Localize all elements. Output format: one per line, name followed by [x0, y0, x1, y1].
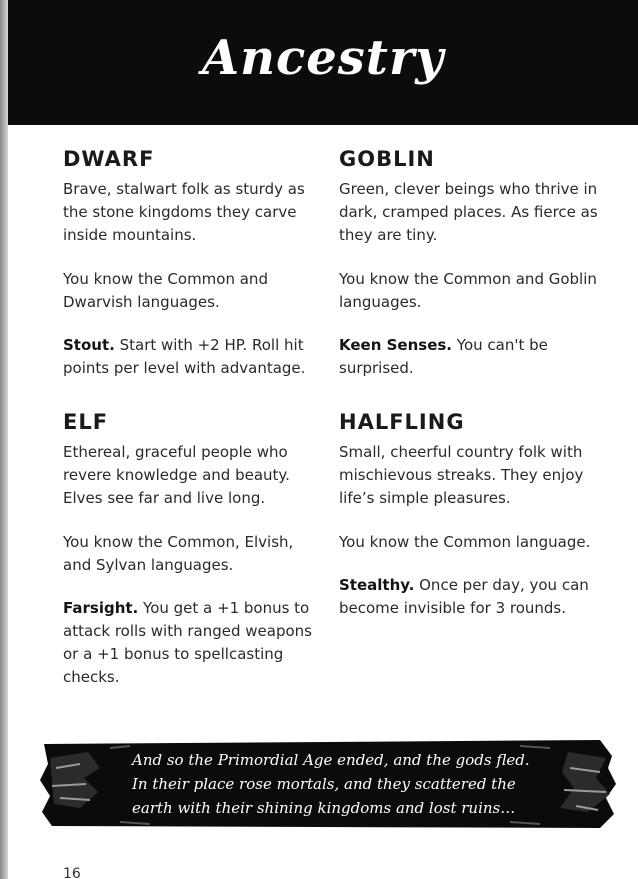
page-title: Ancestry: [201, 30, 445, 86]
banner-line: And so the Primordial Age ended, and the gods fled.: [132, 751, 530, 769]
trait-name: Farsight.: [63, 599, 139, 617]
ancestry-trait: [339, 334, 599, 380]
ancestry-languages: You know the Common language.: [339, 533, 591, 551]
ancestry-elf: [63, 410, 323, 689]
trait-text: Once per day, you can become invisible for 3 rounds.: [339, 576, 589, 617]
ancestry-languages: You know the Common and Dwarvish languages.: [63, 270, 268, 311]
ancestry-description: Green, clever beings who thrive in dark, cramped places. As fierce as they are tiny.: [339, 180, 598, 244]
trait-name: Stout.: [63, 336, 115, 354]
ancestry-trait: [339, 574, 599, 620]
trait-name: Keen Senses.: [339, 336, 452, 354]
ancestry-goblin: [339, 147, 599, 380]
ancestry-description: Small, cheerful country folk with mischievous streaks. They enjoy life’s simple pleasures.: [339, 443, 584, 507]
ancestry-heading: DWARF: [63, 147, 155, 171]
ancestry-trait: [63, 597, 323, 689]
trait-text: You can't be surprised.: [339, 336, 548, 377]
ancestry-trait: [63, 334, 323, 380]
ancestry-heading: ELF: [63, 410, 109, 434]
page-edge: [0, 0, 8, 879]
ancestry-languages: You know the Common and Goblin languages.: [339, 270, 597, 311]
page-number: 16: [63, 866, 81, 879]
ancestry-description: Brave, stalwart folk as sturdy as the stone kingdoms they carve inside mountains.: [63, 180, 305, 244]
trait-text: You get a +1 bonus to attack rolls with ranged weapons or a +1 bonus to spellcasting checks.: [63, 599, 312, 686]
banner-line: In their place rose mortals, and they scattered the: [132, 775, 516, 793]
trait-name: Stealthy.: [339, 576, 415, 594]
ancestry-heading: HALFLING: [339, 410, 465, 434]
ancestry-languages: You know the Common, Elvish, and Sylvan languages.: [63, 533, 294, 574]
trait-text: Start with +2 HP. Roll hit points per level with advantage.: [63, 336, 306, 377]
ancestry-dwarf: [63, 147, 323, 380]
ancestry-description: Ethereal, graceful people who revere knowledge and beauty. Elves see far and live long.: [63, 443, 290, 507]
banner-text: [132, 748, 602, 820]
chapter-header: [8, 0, 638, 125]
lore-banner: [40, 738, 616, 830]
ancestry-halfling: [339, 410, 599, 620]
ancestry-heading: GOBLIN: [339, 147, 435, 171]
banner-line: earth with their shining kingdoms and lost ruins…: [132, 799, 516, 817]
